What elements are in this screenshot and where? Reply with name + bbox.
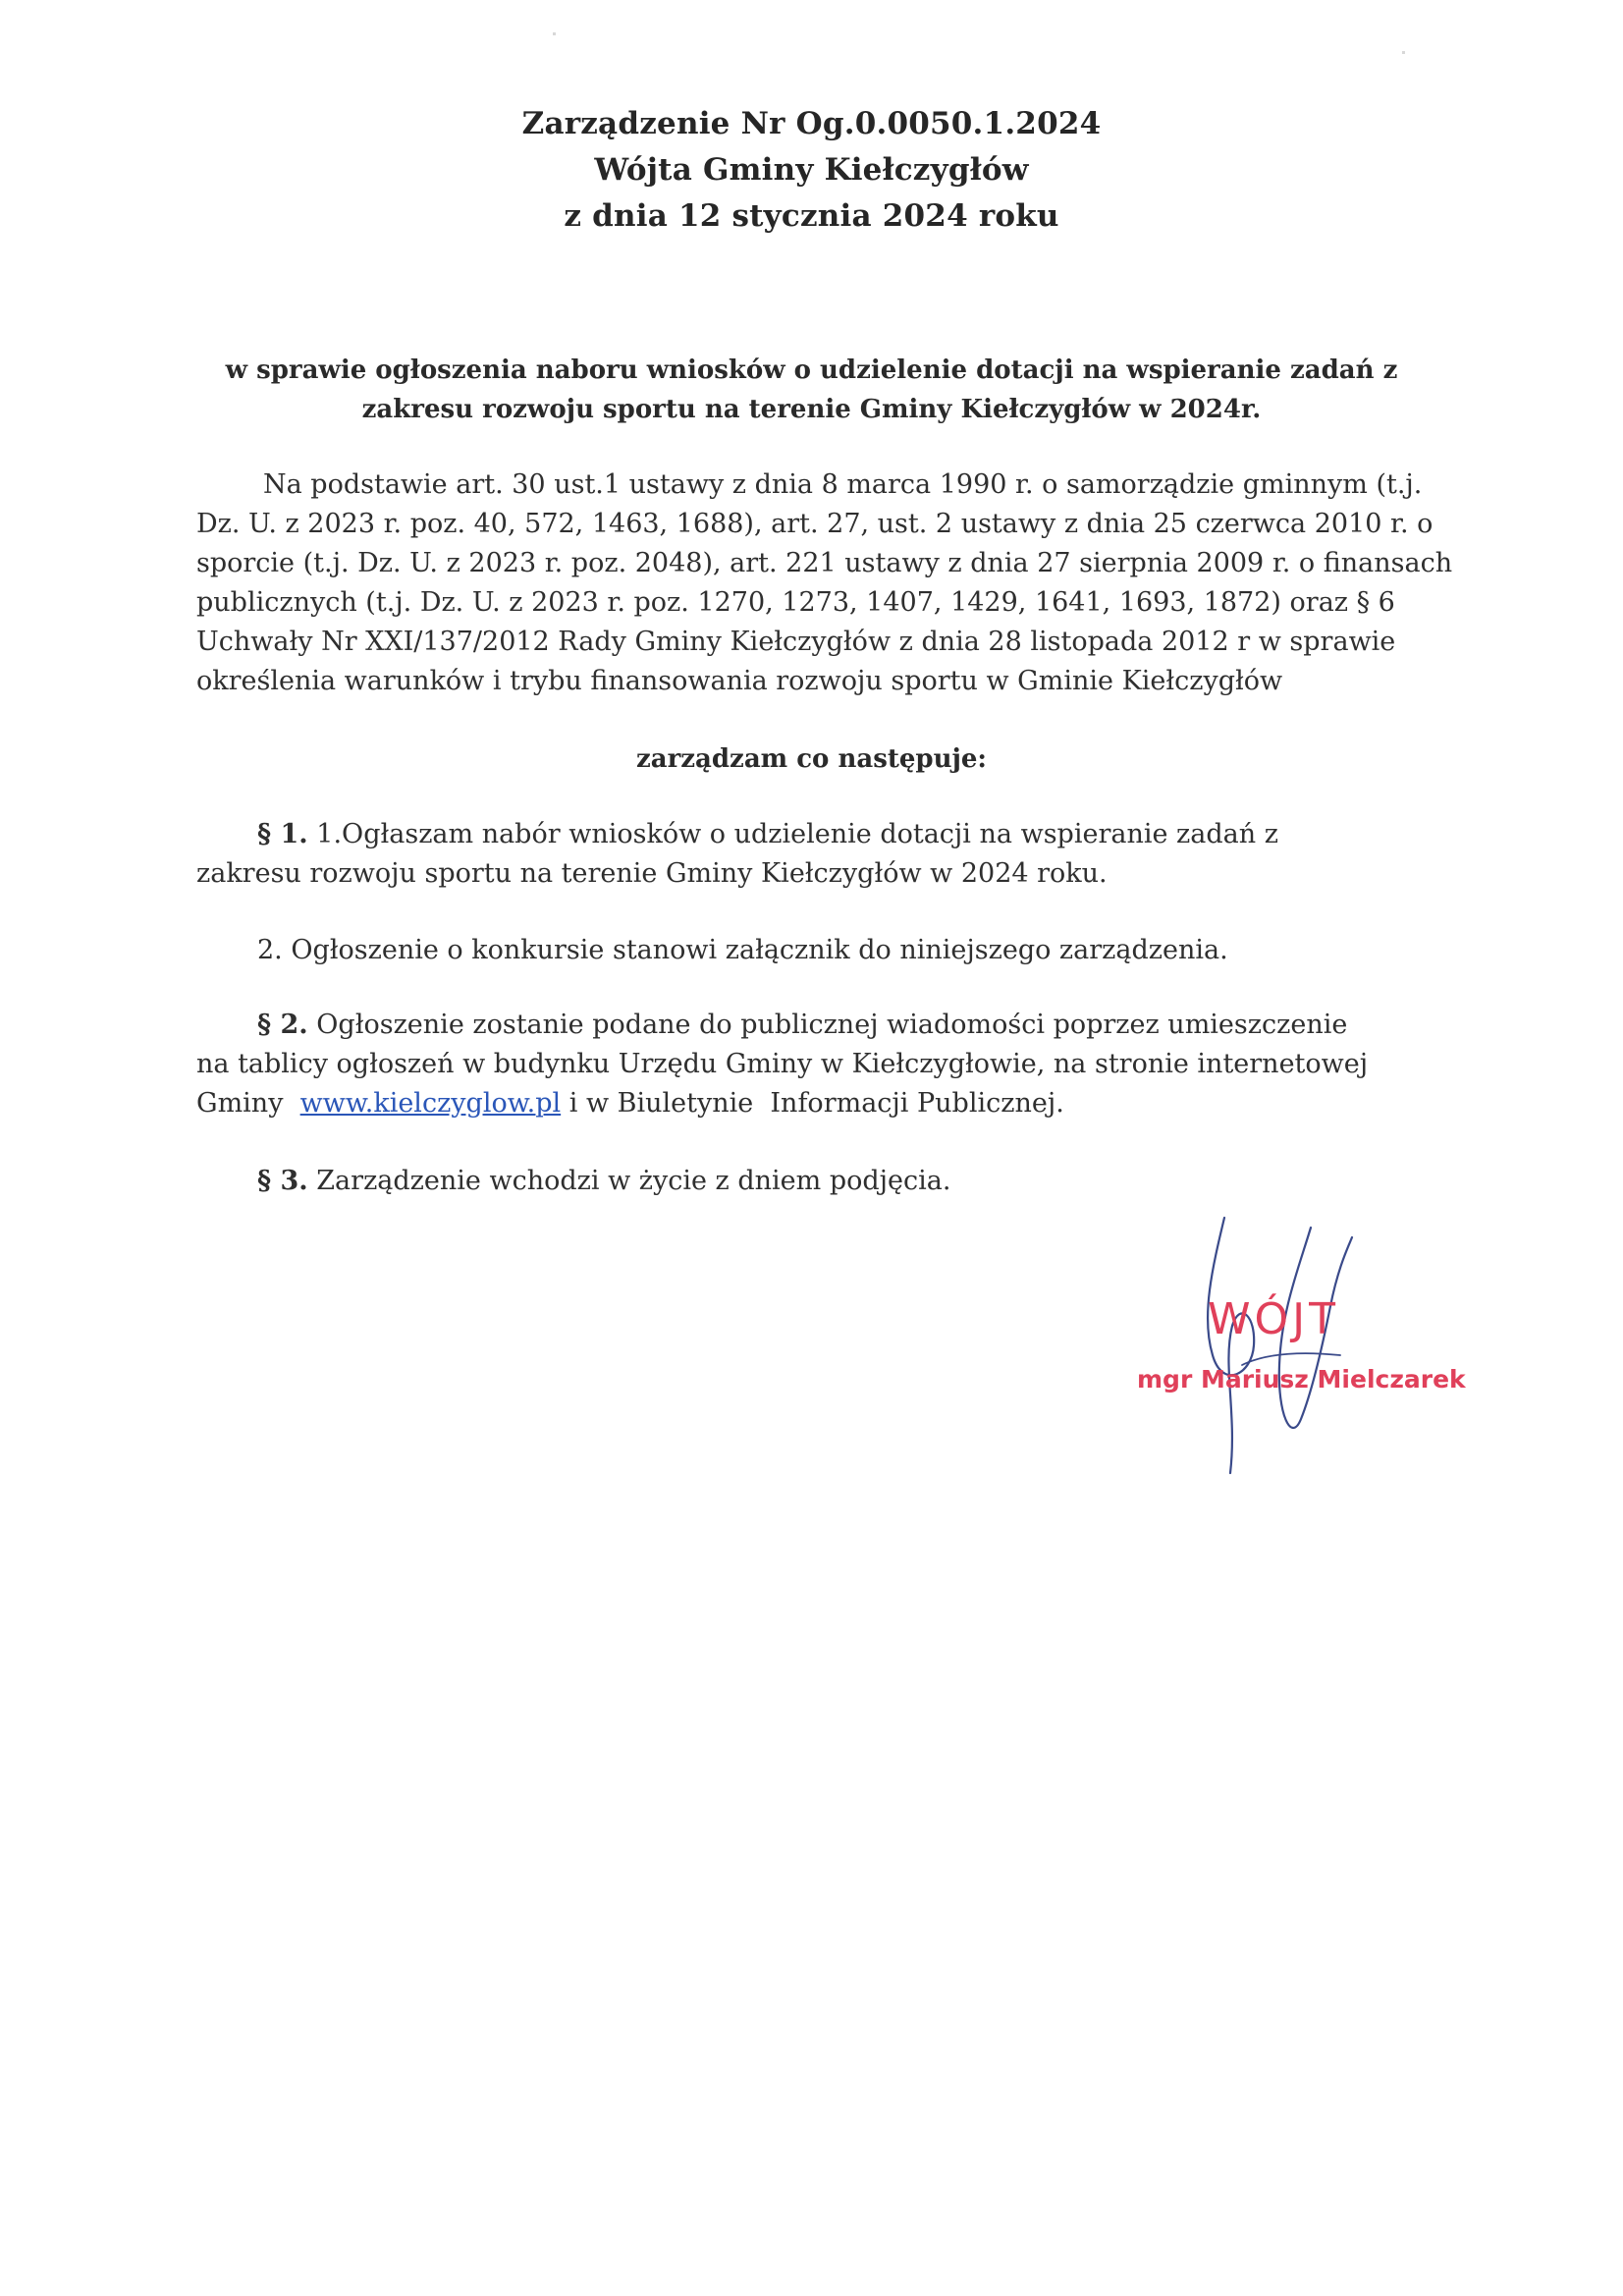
- signature: [1183, 1208, 1380, 1493]
- section-2-line-3: [196, 1084, 1478, 1123]
- stamp-title: WÓJT: [1208, 1294, 1339, 1344]
- stamp-name: mgr Mariusz Mielczarek: [1137, 1365, 1466, 1394]
- subject-line-1: w sprawie ogłoszenia naboru wniosków o udzielenie dotacji na wspieranie zadań z: [225, 355, 1398, 385]
- decree-phrase: zarządzam co następuje:: [635, 744, 988, 774]
- legal-basis-paragraph: [196, 465, 1478, 701]
- legal-basis-line: publicznych (t.j. Dz. U. z 2023 r. poz. 1270, 1273, 1407, 1429, 1641, 1693, 1872) oraz § 6: [196, 587, 1395, 618]
- section-2-text: Ogłoszenie zostanie podane do publicznej wiadomości poprzez umieszczenie: [307, 1010, 1348, 1040]
- section-2-line-3-post: i w Biuletynie Informacji Publicznej.: [561, 1088, 1064, 1119]
- legal-basis-line: Uchwały Nr XXI/137/2012 Rady Gminy Kiełczygłów z dnia 28 listopada 2012 r w sprawie: [196, 627, 1396, 657]
- scan-mark: [1402, 51, 1405, 54]
- issuer: Wójta Gminy Kiełczygłów: [594, 152, 1029, 188]
- section-1-point-2: [257, 931, 1539, 970]
- legal-basis-line: Dz. U. z 2023 r. poz. 40, 572, 1463, 1688), art. 27, ust. 2 ustawy z dnia 25 czerwca 2010 r. o: [196, 509, 1434, 539]
- section-2: [196, 1006, 1478, 1123]
- legal-basis-line: określenia warunków i trybu finansowania rozwoju sportu w Gminie Kiełczygłów: [196, 666, 1283, 696]
- section-1-line-1: [196, 815, 1478, 854]
- legal-basis-line: Na podstawie art. 30 ust.1 ustawy z dnia 8 marca 1990 r. o samorządzie gminnym (t.j.: [263, 469, 1423, 500]
- decree-date: z dnia 12 stycznia 2024 roku: [564, 198, 1059, 234]
- subject-line-2: zakresu rozwoju sportu na terenie Gminy Kiełczygłów w 2024r.: [361, 395, 1262, 424]
- legal-basis-line: sporcie (t.j. Dz. U. z 2023 r. poz. 2048), art. 221 ustawy z dnia 27 sierpnia 2009 r. o finansach: [196, 548, 1453, 578]
- section-2-line-1: [196, 1006, 1478, 1045]
- section-1-point-2-text: 2. Ogłoszenie o konkursie stanowi załącznik do niniejszego zarządzenia.: [257, 935, 1228, 965]
- section-3-text: Zarządzenie wchodzi w życie z dniem podjęcia.: [307, 1166, 951, 1196]
- section-3-mark: § 3.: [257, 1166, 308, 1196]
- section-1: [196, 815, 1478, 894]
- section-2-line-3-pre: Gminy: [196, 1088, 300, 1119]
- section-1-text: 1.Ogłaszam nabór wniosków o udzielenie dotacji na wspieranie zadań z: [307, 819, 1278, 849]
- section-3: [257, 1162, 1539, 1201]
- decree-number: Zarządzenie Nr Og.0.0050.1.2024: [521, 106, 1102, 141]
- section-2-line-2: na tablicy ogłoszeń w budynku Urzędu Gminy w Kiełczygłowie, na stronie internetowej: [196, 1049, 1369, 1079]
- section-1-mark: § 1.: [257, 819, 308, 849]
- section-3-line: [257, 1162, 1539, 1201]
- section-1-line-2: zakresu rozwoju sportu na terenie Gminy Kiełczygłów w 2024 roku.: [196, 858, 1108, 889]
- scan-mark: [553, 32, 556, 35]
- section-2-mark: § 2.: [257, 1010, 308, 1040]
- website-link[interactable]: www.kielczyglow.pl: [299, 1088, 562, 1119]
